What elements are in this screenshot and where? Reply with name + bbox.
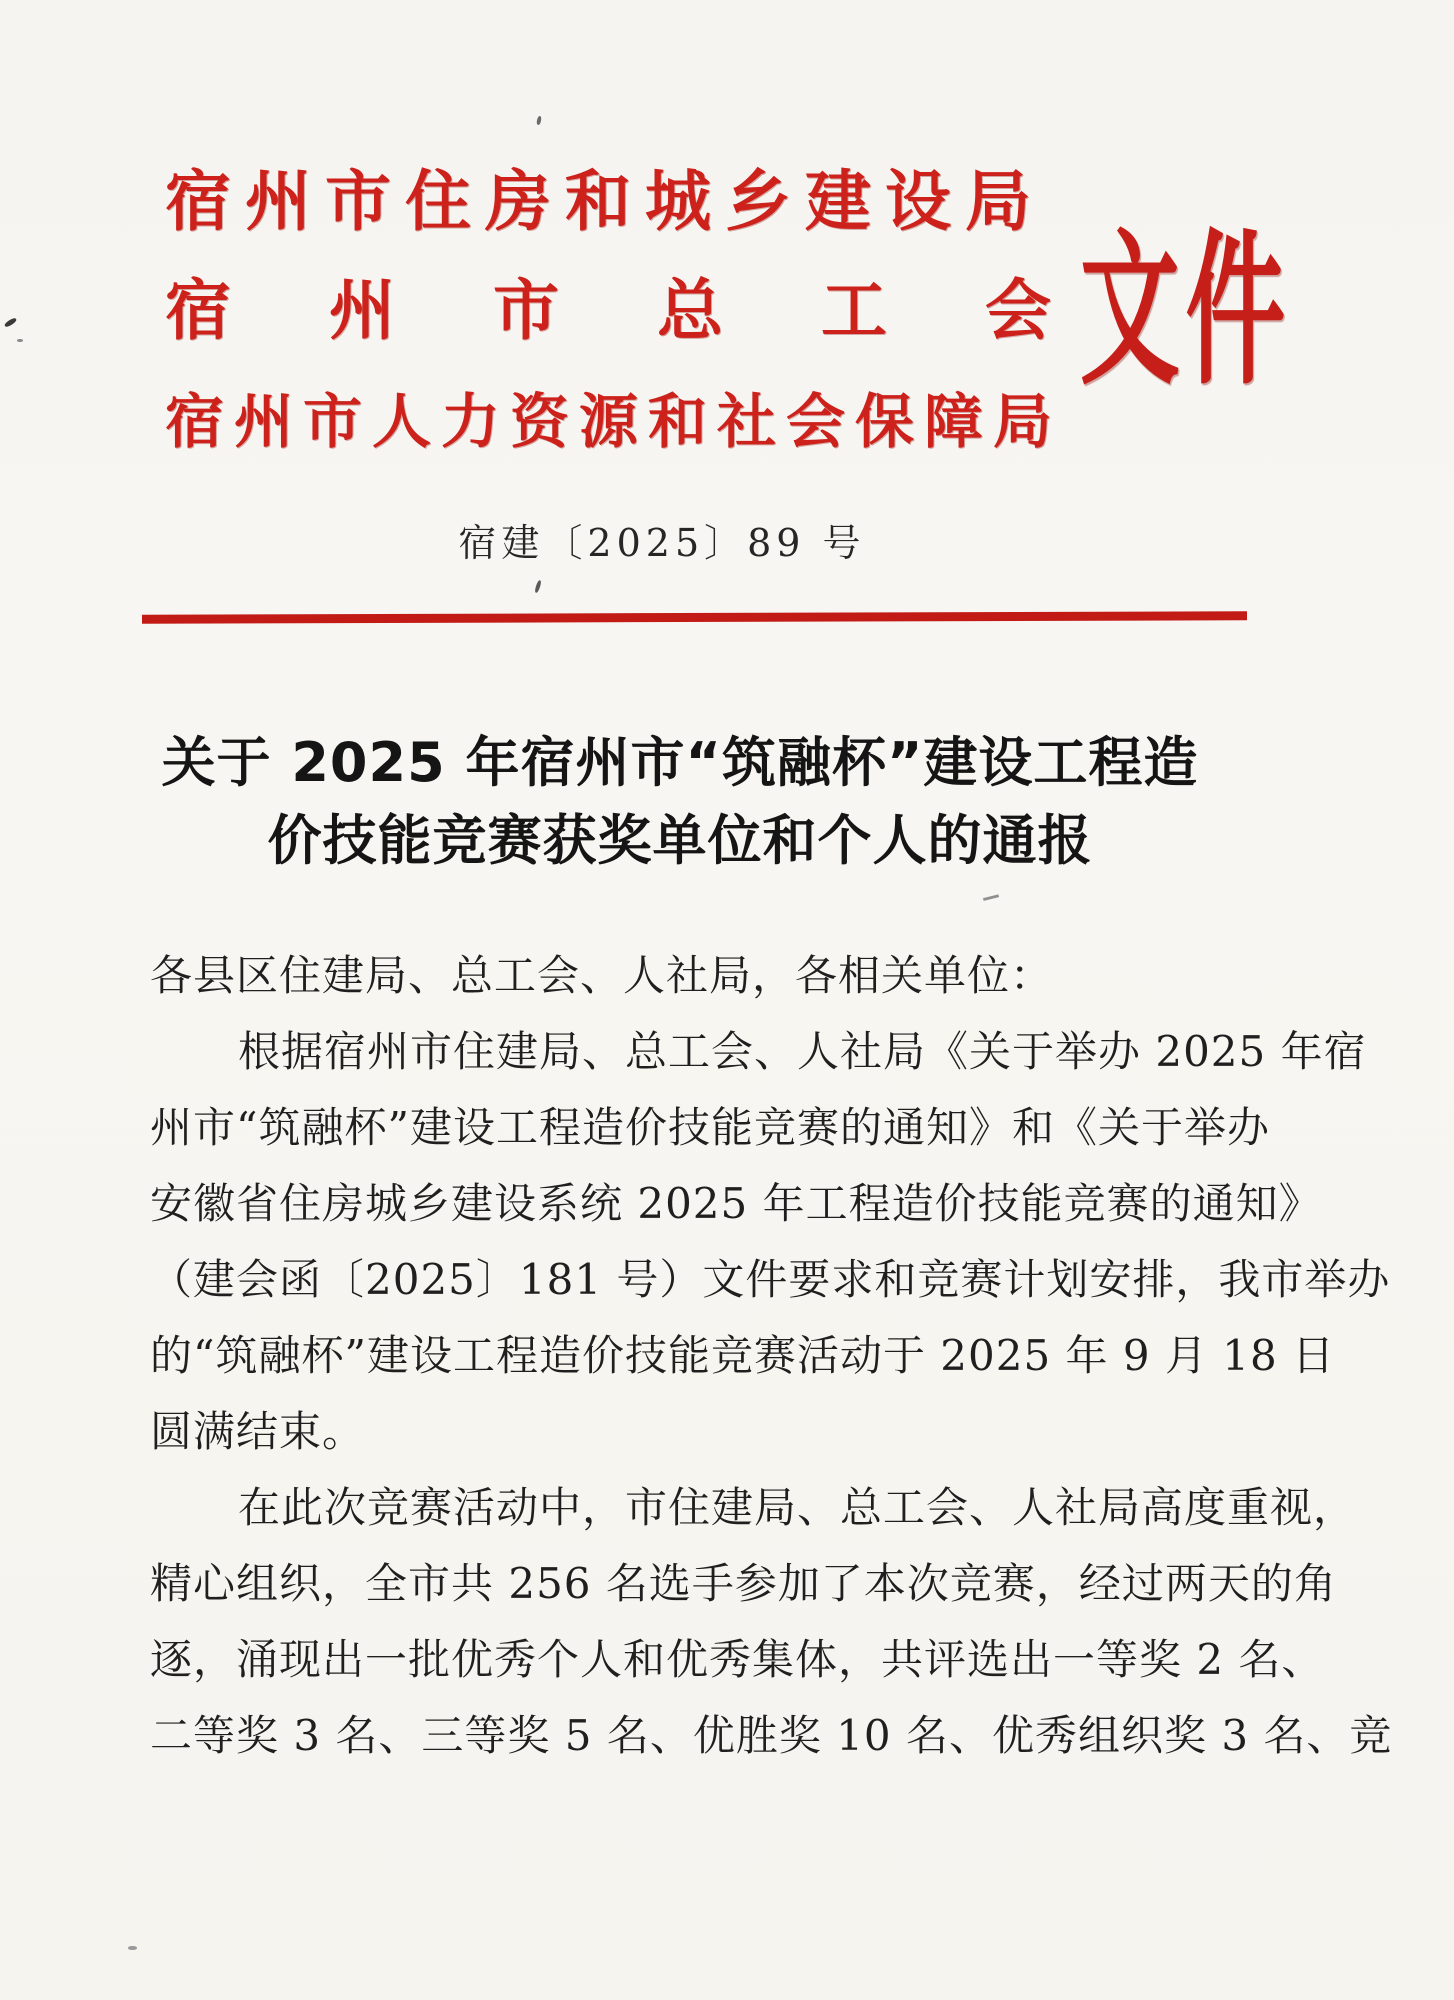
letterhead-agency-2: 宿州市总工会 xyxy=(165,271,1149,349)
document-title-line-1: 关于 2025 年宿州市“筑融杯”建设工程造 xyxy=(161,731,1199,794)
body-line: 圆满结束。 xyxy=(150,1407,366,1456)
body-line: 安徽省住房城乡建设系统 2025 年工程造价技能竞赛的通知》 xyxy=(150,1179,1322,1228)
scan-artifact xyxy=(536,116,542,126)
scan-artifact xyxy=(128,1946,137,1950)
scan-artifact xyxy=(534,580,542,594)
document-body xyxy=(150,938,1393,1774)
scan-artifact xyxy=(17,339,23,342)
body-line-salutation: 各县区住建局、总工会、人社局，各相关单位： xyxy=(150,951,1054,1000)
document-title-line-2: 价技能竞赛获奖单位和个人的通报 xyxy=(267,809,1093,873)
body-line: 在此次竞赛活动中，市住建局、总工会、人社局高度重视， xyxy=(238,1483,1357,1532)
body-line: 根据宿州市住建局、总工会、人社局《关于举办 2025 年宿 xyxy=(238,1027,1367,1076)
document-number: 宿建〔2025〕89 号 xyxy=(458,521,866,565)
body-line: 州市“筑融杯”建设工程造价技能竞赛的通知》和《关于举办 xyxy=(150,1103,1270,1152)
red-separator-line xyxy=(142,611,1247,623)
body-line: 逐，涌现出一批优秀个人和优秀集体，共评选出一等奖 2 名、 xyxy=(150,1635,1325,1684)
letterhead-agency-3: 宿州市人力资源和社会保障局 xyxy=(165,387,1063,456)
body-line: 二等奖 3 名、三等奖 5 名、优胜奖 10 名、优秀组织奖 3 名、竞 xyxy=(150,1711,1393,1760)
body-line: （建会函〔2025〕181 号）文件要求和竞赛计划安排，我市举办 xyxy=(150,1255,1391,1304)
scan-artifact xyxy=(4,317,18,328)
letterhead-agency-1: 宿州市住房和城乡建设局 xyxy=(165,162,1045,240)
body-line: 的“筑融杯”建设工程造价技能竞赛活动于 2025 年 9 月 18 日 xyxy=(150,1331,1336,1380)
document-title xyxy=(148,724,1212,881)
document-type-label: 文件 xyxy=(1080,213,1292,408)
body-line: 精心组织，全市共 256 名选手参加了本次竞赛，经过两天的角 xyxy=(150,1559,1337,1608)
scan-artifact xyxy=(983,894,1001,909)
